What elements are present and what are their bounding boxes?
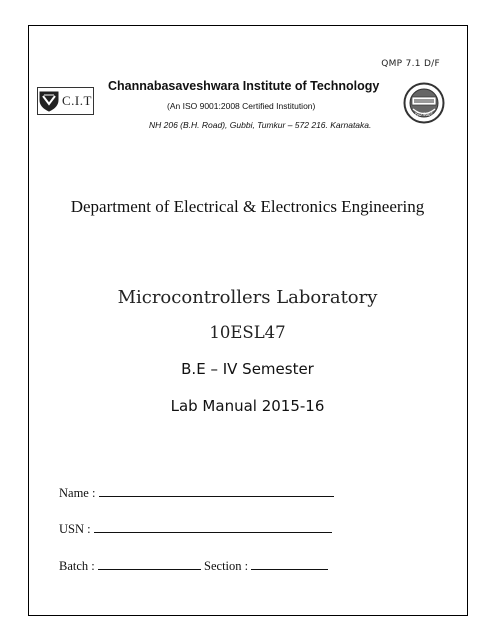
batch-blank[interactable] (98, 557, 201, 570)
name-row (59, 484, 334, 501)
seal-text: ISO 9001 (414, 112, 434, 117)
document-code: QMP 7.1 D/F (381, 59, 440, 69)
name-label: Name : (59, 486, 96, 500)
section-blank[interactable] (251, 557, 328, 570)
lab-title: Microcontrollers Laboratory (117, 287, 378, 308)
institute-address: NH 206 (B.H. Road), Gubbi, Tumkur – 572 216. Karnataka. (149, 120, 372, 130)
department-title: Department of Electrical & Electronics Engineering (70, 197, 425, 216)
semester: B.E – IV Semester (181, 360, 314, 378)
usn-label: USN : (59, 522, 91, 536)
batch-row (59, 557, 328, 574)
course-code: 10ESL47 (209, 323, 286, 342)
usn-blank[interactable] (94, 520, 332, 533)
cit-logo (37, 87, 94, 115)
iso-certification-seal-icon (403, 82, 445, 124)
manual-year: Lab Manual 2015-16 (170, 397, 325, 415)
shield-emblem-icon (38, 90, 60, 112)
batch-label: Batch : (59, 559, 95, 573)
logo-text: C.I.T (62, 93, 92, 108)
certification-note: (An ISO 9001:2008 Certified Institution) (167, 101, 316, 111)
institute-name: Channabasaveshwara Institute of Technology (108, 79, 380, 93)
section-label: Section : (204, 559, 249, 573)
name-blank[interactable] (99, 484, 334, 497)
usn-row (59, 520, 332, 537)
